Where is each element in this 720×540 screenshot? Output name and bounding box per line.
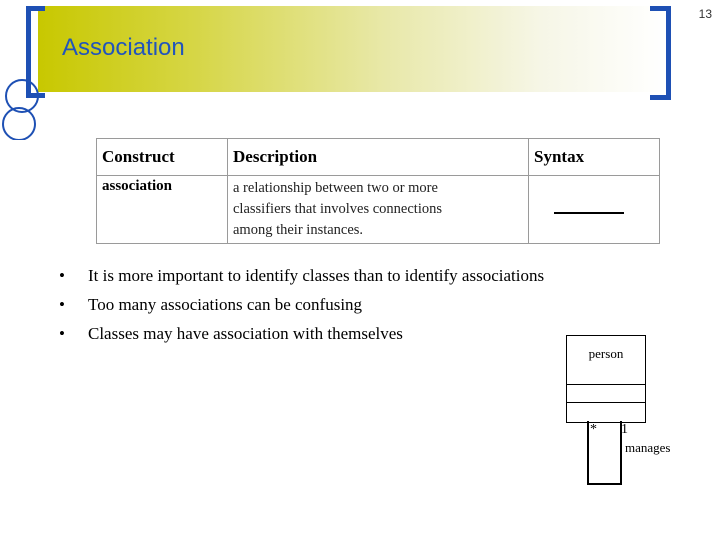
page-title: Association xyxy=(62,34,185,61)
description-line: classifiers that involves connections xyxy=(233,201,442,217)
slide-number: 13 xyxy=(698,7,712,21)
association-name: manages xyxy=(625,440,671,455)
multiplicity-end: 1 xyxy=(621,422,628,437)
column-header-description: Description xyxy=(228,139,529,176)
uml-class-name: person xyxy=(567,336,645,385)
column-header-construct: Construct xyxy=(97,139,228,176)
multiplicity-start: * xyxy=(590,422,597,437)
construct-cell: association xyxy=(97,176,228,244)
bullet-item: • It is more important to identify classes than to identify associations xyxy=(56,261,544,290)
description-line: among their instances. xyxy=(233,222,364,238)
column-header-syntax: Syntax xyxy=(529,139,660,176)
bullet-item: • Too many associations can be confusing xyxy=(56,290,544,319)
bullet-item: • Classes may have association with themselves xyxy=(56,319,544,348)
description-line: a relationship between two or more xyxy=(233,180,438,196)
